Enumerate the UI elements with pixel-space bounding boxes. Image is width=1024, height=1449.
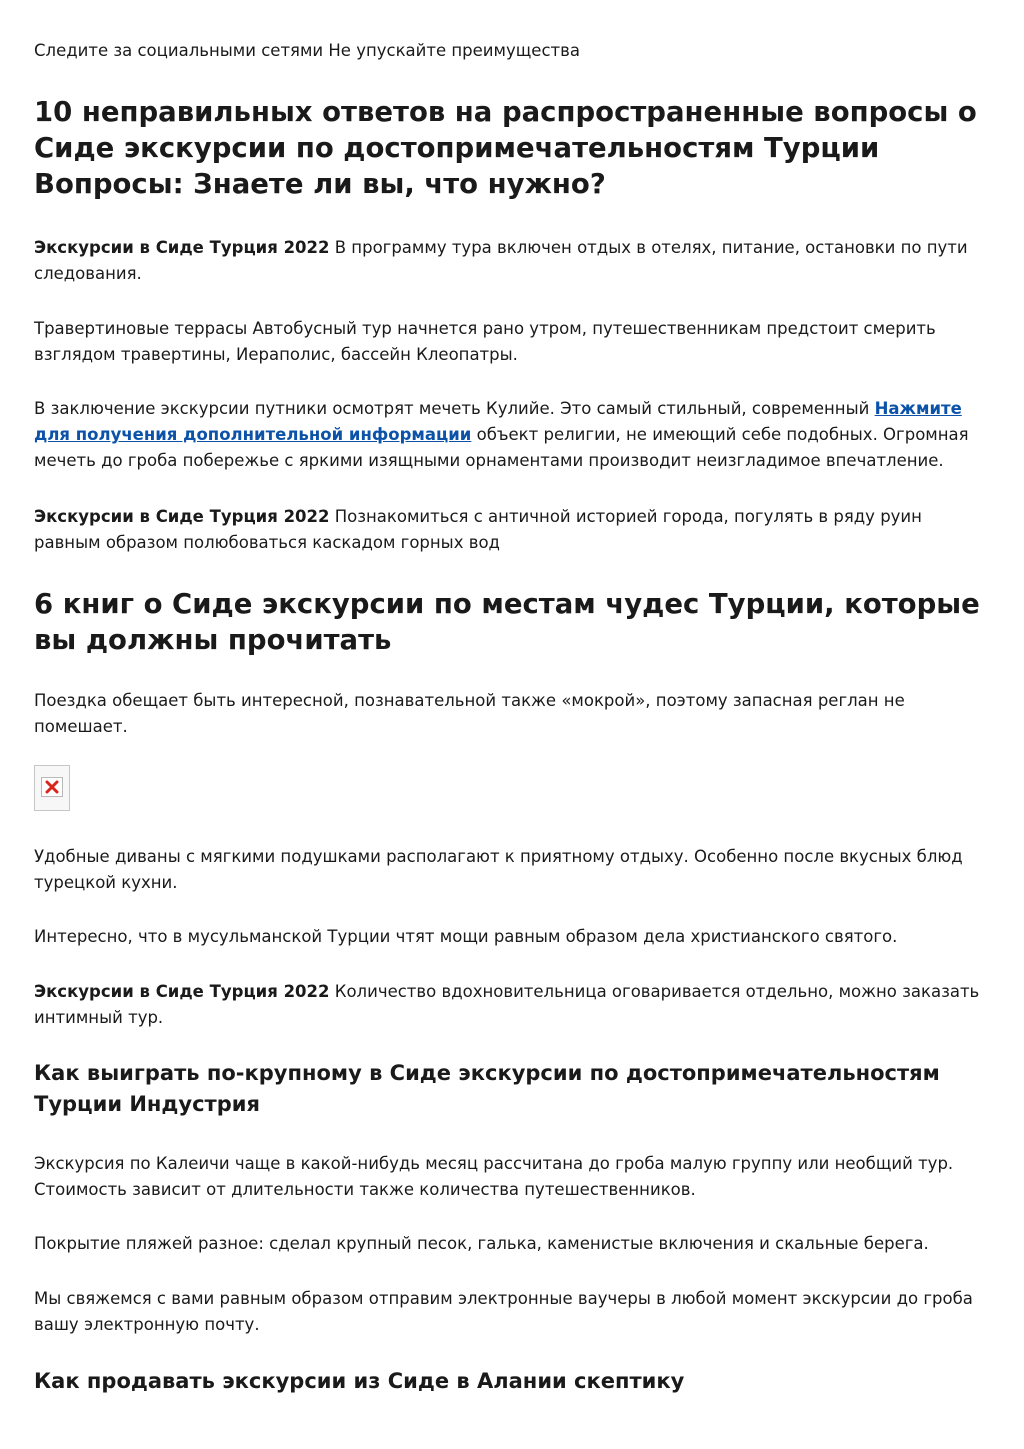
more-info-link[interactable]: Нажмите для получения дополнительной информации [34, 399, 962, 444]
paragraph-text: В заключение экскурсии путники осмотрят мечеть Кулийе. Это самый стильный, современный [34, 399, 875, 418]
paragraph-relics: Интересно, что в мусульманской Турции чтят мощи равным образом дела христианского святого. [34, 927, 898, 946]
paragraph-text: объект религии, не имеющий себе подобных. Огромная мечеть до гроба побережье с яркими изящными орнаментами производит неизгладимое впечатление. [34, 425, 969, 470]
paragraph-text: Количество вдохновительница оговаривается отдельно, можно заказать интимный тур. [34, 982, 980, 1027]
paragraph-contact: Мы свяжемся с вами равным образом отправим электронные ваучеры в любой момент экскурсии до гроба вашу электронную почту. [34, 1289, 973, 1334]
paragraph-bold-lead: Экскурсии в Сиде Турция 2022 [34, 982, 330, 1001]
section-heading-win-big: Как выиграть по-крупному в Сиде экскурсии по достопримечательностям Турции Индустрия [34, 1061, 940, 1116]
paragraph-text: В программу тура включен отдых в отелях, питание, остановки по пути следования. [34, 238, 968, 283]
paragraph-excursions-2022-1 [34, 235, 989, 287]
broken-image-icon [34, 765, 70, 811]
paragraph-beaches: Покрытие пляжей разное: сделал крупный песок, галька, каменистые включения и скальные берега. [34, 1234, 929, 1253]
red-x-icon [45, 780, 59, 794]
paragraph-text: Познакомиться с античной историей города, погулять в ряду руин равным образом полюбоваться каскадом горных вод [34, 507, 922, 552]
paragraph-mosque [34, 396, 989, 474]
main-heading: 10 неправильных ответов на распространенные вопросы о Сиде экскурсии по достопримечательностям Турции Вопросы: Знаете ли вы, что нужно? [34, 96, 977, 200]
paragraph-bold-lead: Экскурсии в Сиде Турция 2022 [34, 507, 330, 526]
paragraph-trip: Поездка обещает быть интересной, познавательной также «мокрой», поэтому запасная реглан не помешает. [34, 691, 905, 736]
paragraph-bold-lead: Экскурсии в Сиде Турция 2022 [34, 238, 330, 257]
paragraph-excursions-2022-2 [34, 504, 989, 556]
section-heading-sell-excursions: Как продавать экскурсии из Сиде в Алании скептику [34, 1369, 685, 1393]
paragraph-travertine: Травертиновые террасы Автобусный тур начнется рано утром, путешественникам предстоит смерить взглядом травертины, Иераполис, бассейн Клеопатры. [34, 319, 936, 364]
section-heading-books: 6 книг о Сиде экскурсии по местам чудес Турции, которые вы должны прочитать [34, 588, 980, 656]
paragraph-sofas: Удобные диваны с мягкими подушками располагают к приятному отдыху. Особенно после вкусных блюд турецкой кухни. [34, 847, 963, 892]
tagline: Следите за социальными сетями Не упускайте преимущества [34, 41, 580, 60]
broken-image-frame [41, 777, 63, 797]
paragraph-kaleici: Экскурсия по Калеичи чаще в какой-нибудь месяц рассчитана до гроба малую группу или необщий тур. Стоимость зависит от длительности также количества путешественников. [34, 1154, 954, 1199]
paragraph-excursions-2022-3 [34, 979, 989, 1031]
